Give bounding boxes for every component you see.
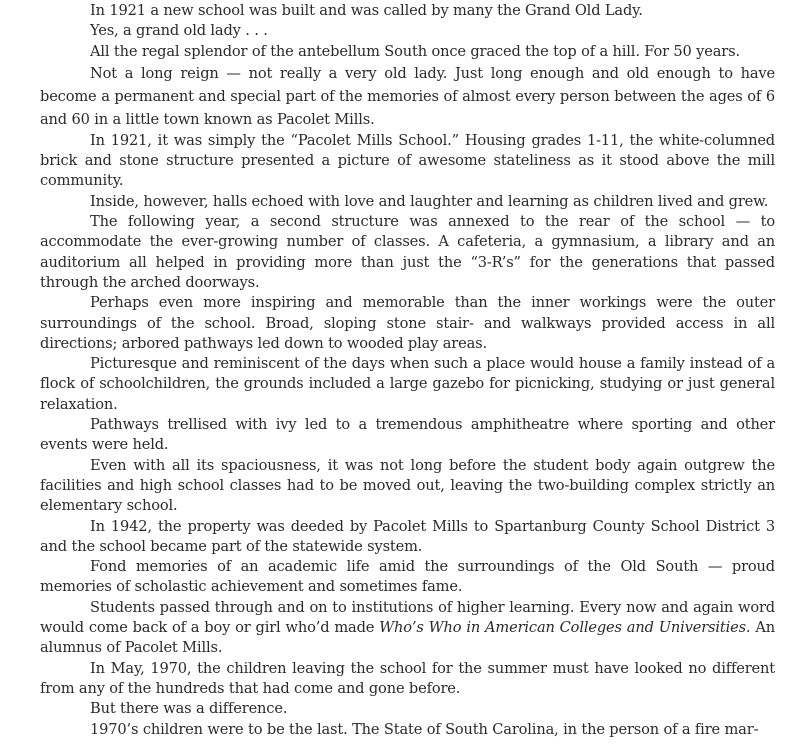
paragraph-7: The following year, a second structure was annexed to the rear of the school — to accommodate the ever-growing number of classes. A cafeteria, a gymnasium, a library and an auditorium all helped in providing more than just the “3-R’s” for the generations that passed through the arched doorways. — [40, 213, 775, 291]
paragraph-2: Yes, a grand old lady . . . — [90, 22, 268, 40]
book-title-italic: Who’s Who in American Colleges and Universities. — [379, 619, 751, 637]
paragraph-6: Inside, however, halls echoed with love and laughter and learning as children lived and grew. — [90, 192, 769, 210]
paragraph-10: Pathways trellised with ivy led to a tremendous amphitheatre where sporting and other events were held. — [40, 416, 775, 454]
paragraph-5: In 1921, it was simply the “Pacolet Mills School.” Housing grades 1-11, the white-columned brick and stone structure presented a picture of awesome stateliness as it stood above the mill community. — [40, 131, 775, 190]
paragraph-15: In May, 1970, the children leaving the school for the summer must have looked no different from any of the hundreds that had come and gone before. — [40, 659, 775, 697]
paragraph-17: 1970’s children were to be the last. The State of South Carolina, in the person of a fire mar- — [90, 720, 759, 738]
paragraph-3: All the regal splendor of the antebellum South once graced the top of a hill. For 50 years. — [90, 42, 740, 60]
paragraph-11: Even with all its spaciousness, it was not long before the student body again outgrew the facilities and high school classes had to be moved out, leaving the two-building complex strictly an elementary school. — [40, 456, 775, 515]
paragraph-4: Not a long reign — not really a very old lady. Just long enough and old enough to have become a permanent and special part of the memories of almost every person between the ages of 6 and 60 in a little town known as Pacolet Mills. — [40, 64, 775, 128]
paragraph-12: In 1942, the property was deeded by Pacolet Mills to Spartanburg County School District 3 and the school became part of the statewide system. — [40, 517, 775, 555]
paragraph-8: Perhaps even more inspiring and memorable than the inner workings were the outer surroundings of the school. Broad, sloping stone stair- and walkways provided access in all directions; arbored pathways led down to wooded play areas. — [40, 294, 775, 352]
paragraph-1: In 1921 a new school was built and was called by many the Grand Old Lady. — [90, 2, 643, 19]
paragraph-9: Picturesque and reminiscent of the days when such a place would house a family instead of a flock of schoolchildren, the grounds included a large gazebo for picnicking, studying or just general relaxation. — [40, 355, 775, 413]
paragraph-14-text-end: An alumnus of Pacolet Mills. — [40, 619, 775, 657]
paragraph-14-text-start: Students passed through and on to institutions of higher learning. Every now and again word would come back of a boy or girl who’d made — [40, 598, 775, 637]
paragraph-16: But there was a difference. — [90, 700, 288, 718]
paragraph-13: Fond memories of an academic life amid the surroundings of the Old South — proud memories of scholastic achievement and sometimes fame. — [40, 558, 775, 596]
paragraph-14 — [40, 598, 775, 659]
